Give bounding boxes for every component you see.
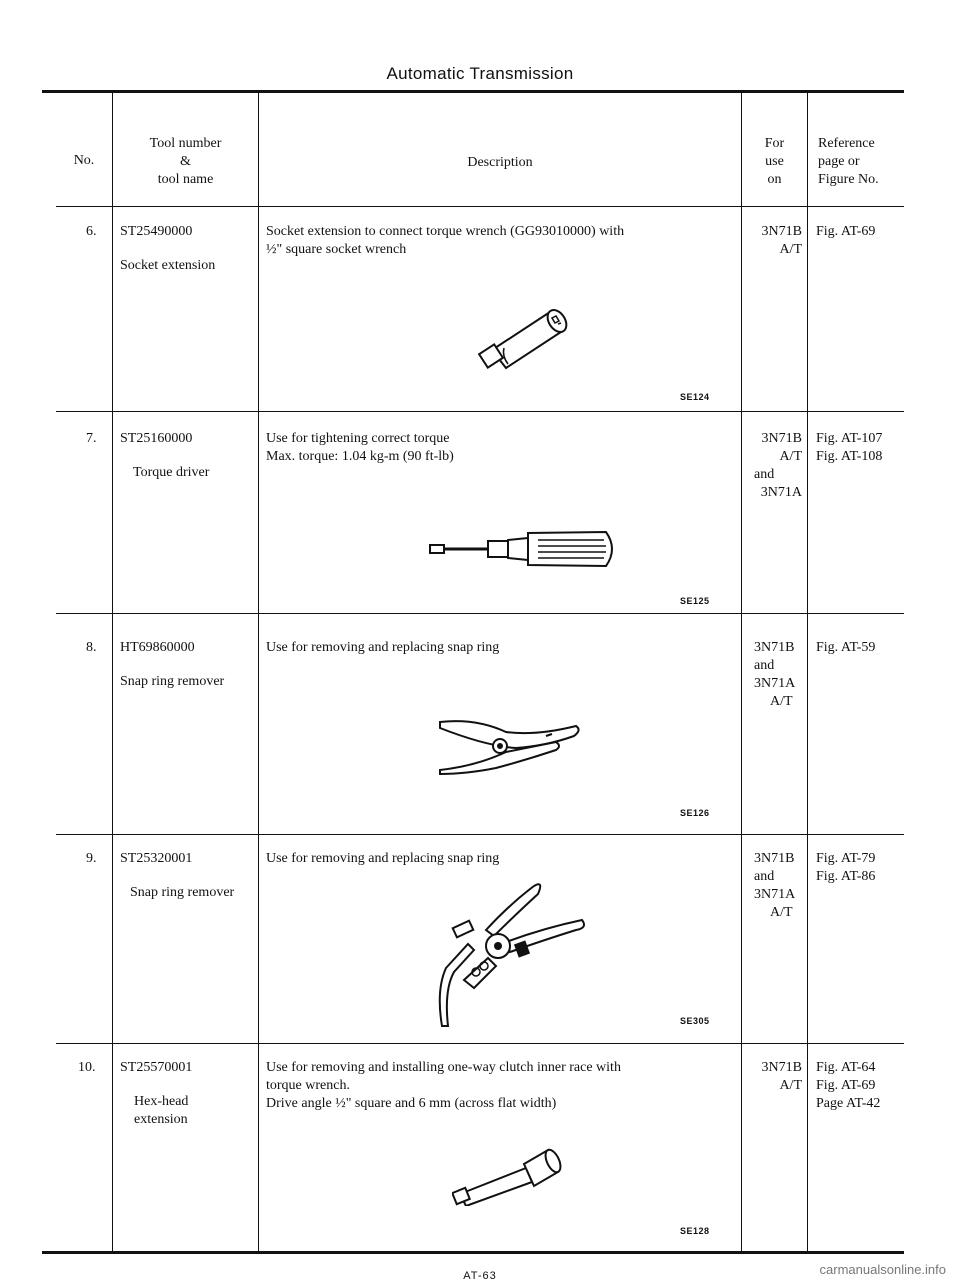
header-tool-line1: Tool number xyxy=(149,136,222,151)
row-rule-8 xyxy=(56,613,904,614)
row-number: 10. xyxy=(78,1060,96,1075)
header-ref-line3: Figure No. xyxy=(818,172,879,187)
angled-snap-ring-pliers-icon xyxy=(424,880,590,1030)
use-on xyxy=(742,1059,802,1095)
header-use xyxy=(742,135,807,189)
description-line: Use for removing and replacing snap ring xyxy=(266,851,500,866)
reference xyxy=(816,430,882,466)
tool-name: Socket extension xyxy=(120,258,216,273)
figure-code: SE128 xyxy=(680,1226,710,1236)
reference-line: Fig. AT-86 xyxy=(816,869,876,884)
use-line: A/T xyxy=(779,242,802,257)
bottom-rule xyxy=(42,1251,904,1254)
tool-name-line: extension xyxy=(134,1112,188,1127)
tool-number: HT69860000 xyxy=(120,640,195,655)
reference-line: Fig. AT-59 xyxy=(816,640,876,655)
col-rule-4 xyxy=(807,93,808,1251)
row-number: 8. xyxy=(86,640,97,655)
top-rule xyxy=(42,90,904,93)
use-on xyxy=(742,223,802,259)
header-use-line1: For xyxy=(764,136,785,151)
use-line: 3N71A xyxy=(754,887,796,902)
figure-code: SE305 xyxy=(680,1016,710,1026)
use-line: A/T xyxy=(779,1078,802,1093)
socket-extension-icon xyxy=(478,300,574,375)
description xyxy=(266,223,624,259)
header-ref-line1: Reference xyxy=(818,136,875,151)
row-number: 9. xyxy=(86,851,97,866)
use-line: and xyxy=(754,467,775,482)
use-line: A/T xyxy=(770,694,793,709)
tool-number: ST25160000 xyxy=(120,431,193,446)
tool-number: ST25490000 xyxy=(120,224,193,239)
col-rule-1 xyxy=(112,93,113,1251)
use-line: and xyxy=(754,869,775,884)
use-line: A/T xyxy=(779,449,802,464)
description xyxy=(266,430,454,466)
use-line: 3N71B xyxy=(761,224,802,239)
use-line: 3N71B xyxy=(761,431,802,446)
description-line: Drive angle ½" square and 6 mm (across flat width) xyxy=(266,1096,557,1111)
header-no: No. xyxy=(73,153,95,168)
use-on xyxy=(754,639,795,711)
use-on xyxy=(742,430,802,502)
description-line: Use for tightening correct torque xyxy=(266,431,450,446)
tool-number: ST25570001 xyxy=(120,1060,193,1075)
use-line: 3N71B xyxy=(761,1060,802,1075)
reference-line: Page AT-42 xyxy=(816,1096,881,1111)
reference xyxy=(816,1059,880,1113)
use-line: 3N71A xyxy=(754,676,796,691)
tool-name: Snap ring remover xyxy=(120,674,225,689)
description-line: torque wrench. xyxy=(266,1078,350,1093)
description xyxy=(266,850,499,868)
header-tool xyxy=(113,135,258,189)
description-line: Use for removing and installing one-way clutch inner race with xyxy=(266,1060,621,1075)
use-line: and xyxy=(754,658,775,673)
reference xyxy=(816,223,875,241)
row-rule-7 xyxy=(56,411,904,412)
hex-head-extension-icon xyxy=(452,1146,564,1206)
reference-line: Fig. AT-64 xyxy=(816,1060,876,1075)
reference-line: Fig. AT-69 xyxy=(816,1078,876,1093)
header-use-line3: on xyxy=(767,172,782,187)
row-number: 7. xyxy=(86,431,97,446)
figure-code: SE126 xyxy=(680,808,710,818)
page-number: AT-63 xyxy=(463,1270,497,1282)
watermark: carmanualsonline.info xyxy=(819,1262,946,1277)
reference xyxy=(816,639,875,657)
header-use-line2: use xyxy=(765,154,784,169)
use-on xyxy=(754,850,795,922)
header-bottom-rule xyxy=(56,206,904,207)
row-number: 6. xyxy=(86,224,97,239)
description xyxy=(266,1059,621,1113)
col-rule-2 xyxy=(258,93,259,1251)
use-line: 3N71B xyxy=(754,851,795,866)
description-line: Use for removing and replacing snap ring xyxy=(266,640,500,655)
use-line: A/T xyxy=(770,905,793,920)
use-line: 3N71A xyxy=(760,485,802,500)
description-line: Max. torque: 1.04 kg-m (90 ft-lb) xyxy=(266,449,454,464)
row-rule-10 xyxy=(56,1043,904,1044)
figure-code: SE124 xyxy=(680,392,710,402)
reference-line: Fig. AT-79 xyxy=(816,851,876,866)
description xyxy=(266,639,499,657)
reference-line: Fig. AT-69 xyxy=(816,224,876,239)
row-rule-9 xyxy=(56,834,904,835)
tool-name xyxy=(134,1093,188,1129)
reference-line: Fig. AT-108 xyxy=(816,449,883,464)
header-ref xyxy=(818,135,908,189)
header-tool-line3: tool name xyxy=(157,172,214,187)
reference-line: Fig. AT-107 xyxy=(816,431,883,446)
description-line: ½" square socket wrench xyxy=(266,242,407,257)
description-line: Socket extension to connect torque wrench (GG93010000) with xyxy=(266,224,625,239)
reference xyxy=(816,850,875,886)
tool-name-line: Hex-head xyxy=(134,1094,189,1109)
page-header: Automatic Transmission xyxy=(386,64,574,83)
torque-driver-icon xyxy=(428,528,620,570)
header-tool-line2: & xyxy=(180,154,191,169)
tool-name: Snap ring remover xyxy=(130,885,235,900)
tool-number: ST25320001 xyxy=(120,851,193,866)
header-description: Description xyxy=(467,155,533,170)
use-line: 3N71B xyxy=(754,640,795,655)
figure-code: SE125 xyxy=(680,596,710,606)
snap-ring-pliers-icon xyxy=(436,716,586,776)
tool-name: Torque driver xyxy=(133,465,210,480)
header-ref-line2: page or xyxy=(818,154,860,169)
